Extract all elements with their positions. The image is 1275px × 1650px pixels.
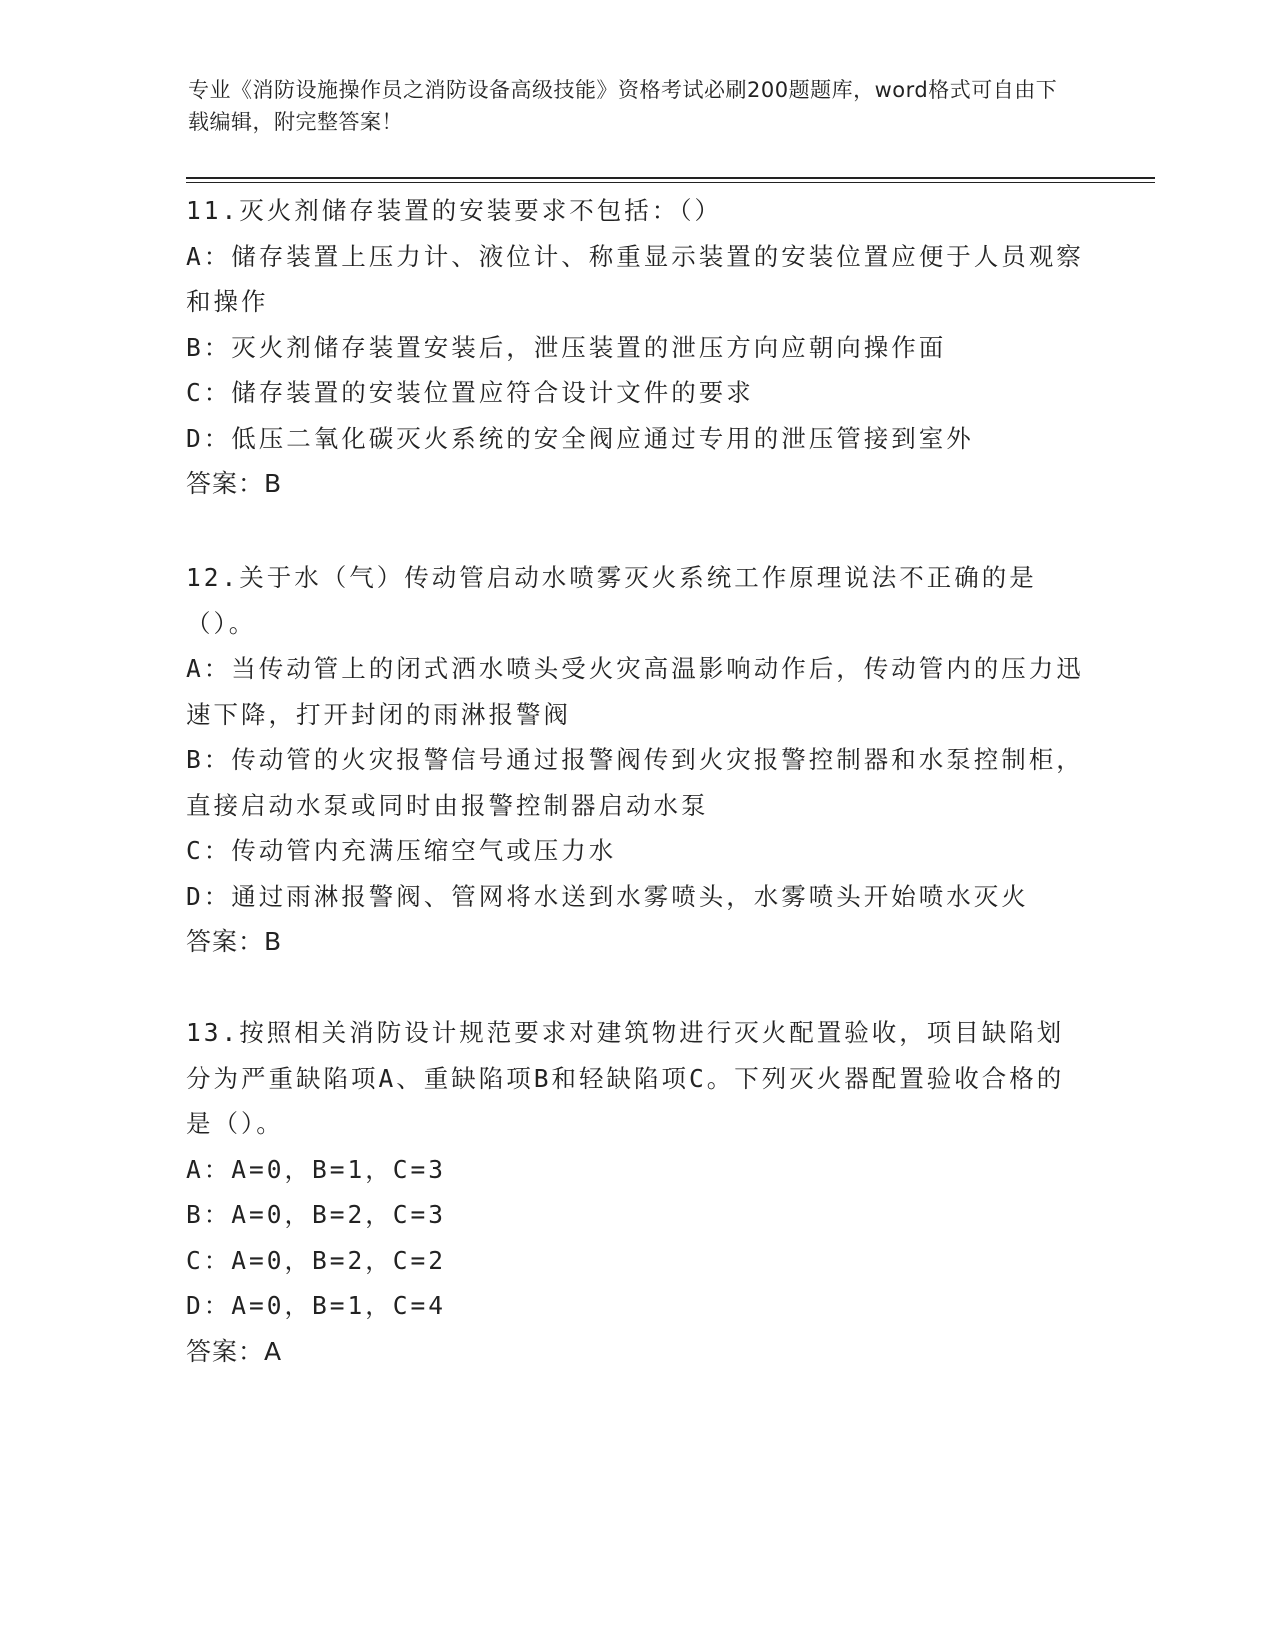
question-stem: 13.按照相关消防设计规范要求对建筑物进行灭火配置验收，项目缺陷划分为严重缺陷项A、重缺陷项B和轻缺陷项C。下列灭火器配置验收合格的是（）。 xyxy=(186,1018,1065,1138)
question-12 xyxy=(186,555,1086,965)
option-a: A：储存装置上压力计、液位计、称重显示装置的安装位置应便于人员观察和操作 xyxy=(186,241,1084,316)
option-d: D：低压二氧化碳灭火系统的安全阀应通过专用的泄压管接到室外 xyxy=(186,423,974,453)
answer-label: 答案： xyxy=(186,927,265,956)
option-b: B：灭火剂储存装置安装后，泄压装置的泄压方向应朝向操作面 xyxy=(186,332,947,362)
question-stem: 11.灭火剂储存装置的安装要求不包括：（） xyxy=(186,196,722,225)
answer-label: 答案： xyxy=(186,469,265,498)
header-divider-thick xyxy=(186,177,1155,179)
answer xyxy=(186,461,1086,507)
answer-value: A xyxy=(264,1336,283,1366)
option-a: A：A=0，B=1，C=3 xyxy=(186,1154,447,1184)
option-d: D：A=0，B=1，C=4 xyxy=(186,1291,447,1320)
answer-label: 答案： xyxy=(186,1336,265,1366)
option-b: B：传动管的火灾报警信号通过报警阀传到火灾报警控制器和水泵控制柜，直接启动水泵或同时由报警控制器启动水泵 xyxy=(186,745,1084,820)
answer xyxy=(186,919,1086,965)
header-divider-thin xyxy=(186,182,1155,183)
option-c: C：传动管内充满压缩空气或压力水 xyxy=(186,836,617,865)
option-b: B：A=0，B=2，C=3 xyxy=(186,1200,447,1229)
question-13 xyxy=(186,1010,1086,1374)
option-c: C：A=0，B=2，C=2 xyxy=(186,1245,447,1275)
question-11 xyxy=(186,188,1086,507)
option-c: C：储存装置的安装位置应符合设计文件的要求 xyxy=(186,378,754,407)
question-stem: 12.关于水（气）传动管启动水喷雾灭火系统工作原理说法不正确的是（）。 xyxy=(186,563,1037,638)
answer-value: B xyxy=(264,927,283,956)
option-d: D：通过雨淋报警阀、管网将水送到水雾喷头，水雾喷头开始喷水灭火 xyxy=(186,881,1029,911)
answer-value: B xyxy=(264,469,283,498)
document-header: 专业《消防设施操作员之消防设备高级技能》资格考试必刷200题题库，word格式可自由下载编辑，附完整答案！ xyxy=(188,78,1058,134)
answer xyxy=(186,1329,1086,1375)
option-a: A：当传动管上的闭式洒水喷头受火灾高温影响动作后，传动管内的压力迅速下降，打开封闭的雨淋报警阀 xyxy=(186,654,1084,729)
